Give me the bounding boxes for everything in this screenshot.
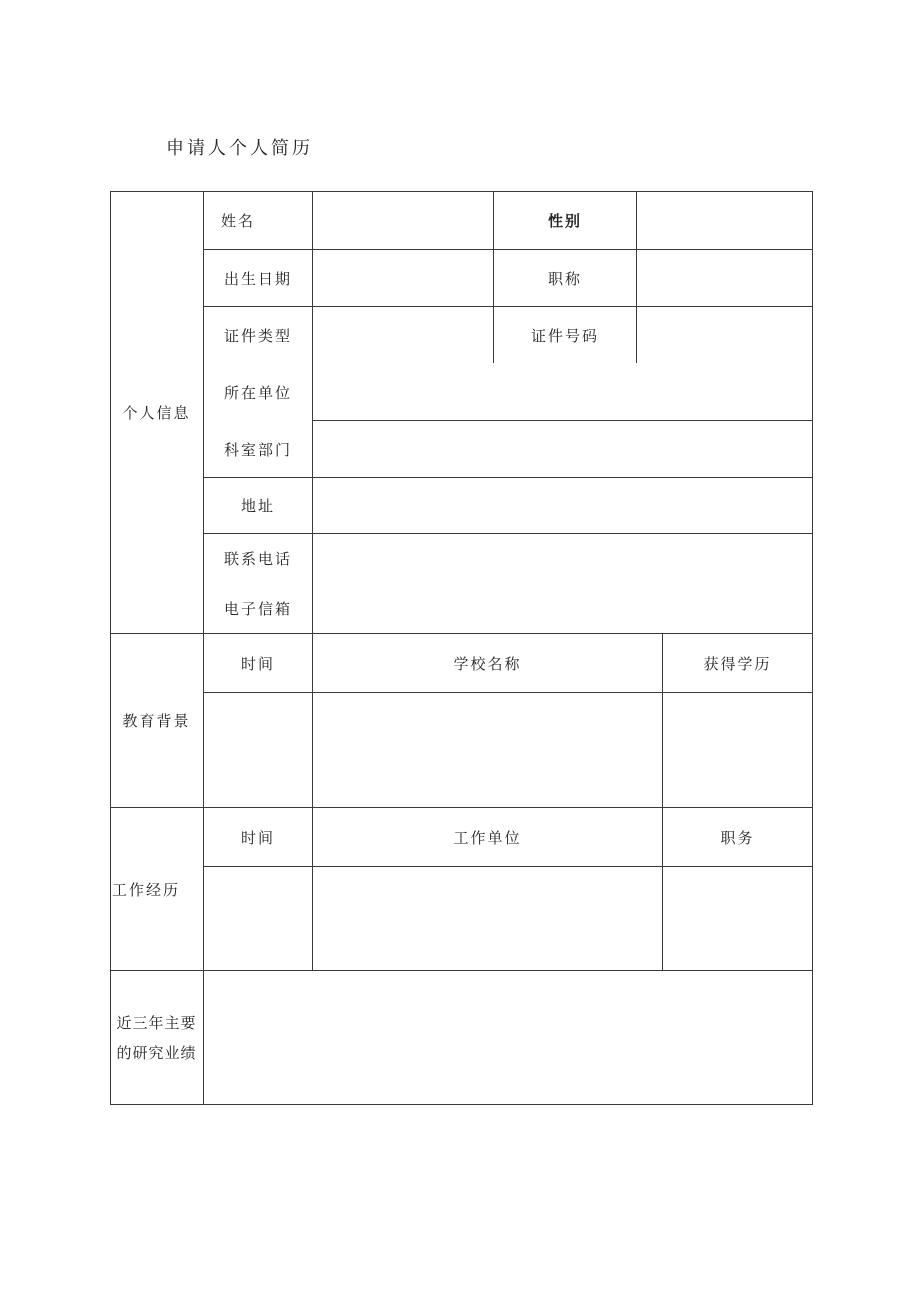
work-section-label: 工作经历	[112, 880, 181, 899]
name-label: 姓名	[221, 211, 256, 230]
id-type-label: 证件类型	[223, 327, 292, 345]
education-section-label: 教育背景	[122, 712, 191, 730]
school-name-field[interactable]	[313, 693, 662, 807]
work-time-header: 时间	[240, 828, 275, 847]
employer-header: 工作单位	[453, 828, 522, 847]
contact-labels	[204, 534, 312, 633]
work-time-field[interactable]	[204, 867, 312, 970]
email-label: 电子信箱	[223, 599, 292, 618]
id-number-field[interactable]	[637, 307, 812, 363]
birth-date-field[interactable]	[313, 250, 493, 306]
id-type-field[interactable]	[313, 307, 493, 363]
department-label: 科室部门	[223, 440, 292, 459]
employer-field[interactable]	[313, 867, 662, 970]
position-header: 职务	[720, 828, 755, 847]
education-time-header: 时间	[240, 654, 275, 673]
address-label: 地址	[240, 497, 275, 515]
gender-label: 性别	[547, 211, 582, 230]
research-field[interactable]	[204, 971, 812, 1104]
research-label	[110, 971, 203, 1104]
professional-title-label: 职称	[547, 269, 582, 288]
personal-info-section-label: 个人信息	[122, 403, 191, 422]
birth-date-label: 出生日期	[223, 269, 292, 288]
gender-field[interactable]	[637, 192, 812, 249]
contact-field[interactable]	[313, 534, 812, 633]
name-field[interactable]	[313, 192, 493, 249]
education-time-field[interactable]	[204, 693, 312, 807]
organization-label: 所在单位	[223, 383, 292, 402]
department-field[interactable]	[313, 421, 812, 477]
school-name-header: 学校名称	[453, 654, 522, 673]
research-label-line1: 近三年主要	[116, 1013, 197, 1032]
degree-header: 获得学历	[703, 654, 772, 673]
id-number-label: 证件号码	[530, 327, 599, 345]
professional-title-field[interactable]	[637, 250, 812, 306]
position-field[interactable]	[663, 867, 812, 970]
table-border-bottom	[110, 1104, 813, 1105]
degree-field[interactable]	[663, 693, 812, 807]
organization-field[interactable]	[313, 364, 812, 420]
page-title: 申请人个人简历	[166, 138, 313, 159]
phone-label: 联系电话	[223, 549, 292, 568]
address-field[interactable]	[313, 478, 812, 533]
table-border-right	[812, 191, 813, 1105]
research-label-line2: 的研究业绩	[116, 1043, 197, 1062]
